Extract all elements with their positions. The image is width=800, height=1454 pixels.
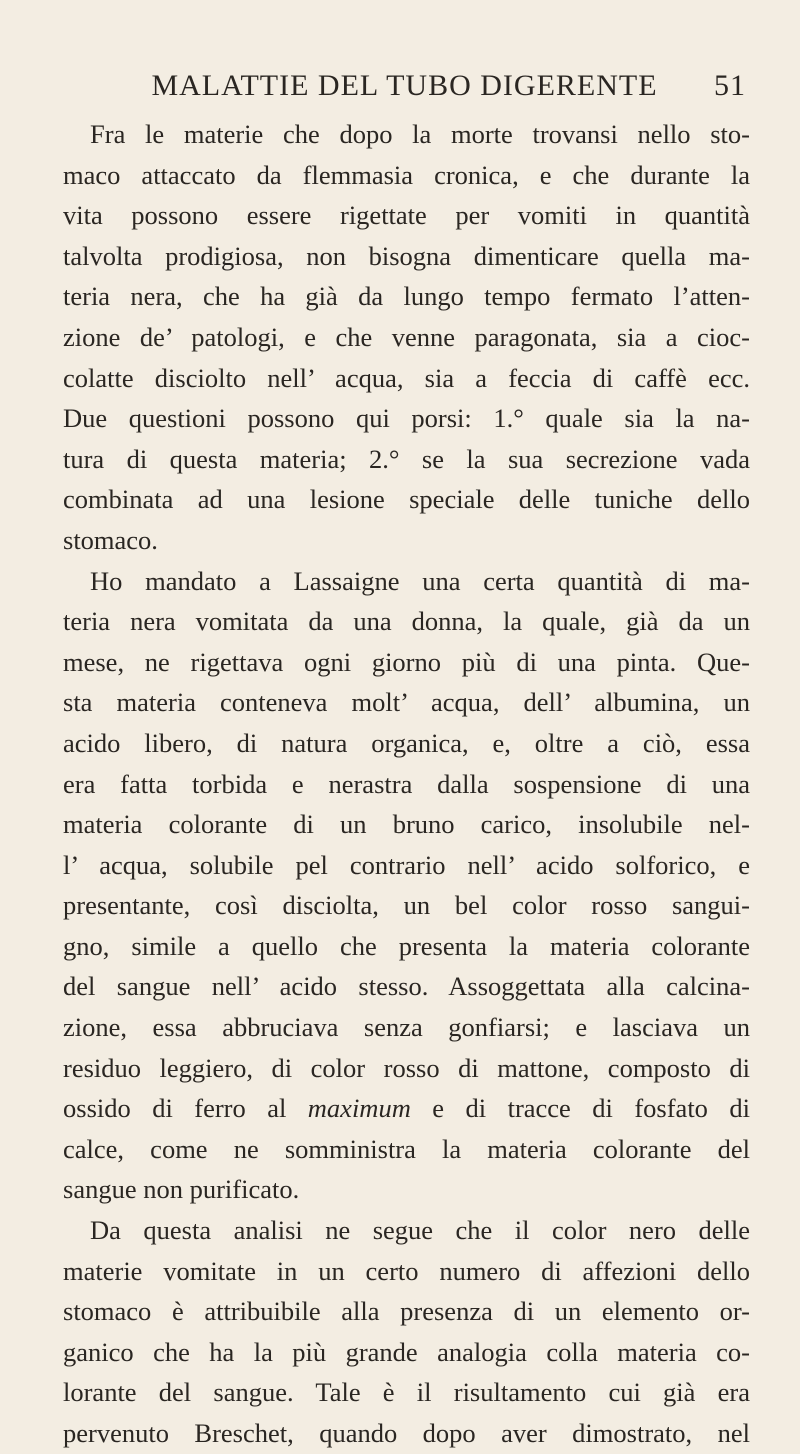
- running-head-title: MALATTIE DEL TUBO DIGERENTE: [151, 69, 658, 102]
- text-line: lorante del sangue. Tale è il risultamento cui già era: [63, 1377, 750, 1408]
- text-line: pervenuto Breschet, quando dopo aver dimostrato, nel: [63, 1418, 750, 1448]
- text-line: mese, ne rigettava ogni giorno più di una pinta. Que-: [63, 646, 750, 677]
- text-line: Due questioni possono qui porsi: 1.° quale sia la na-: [63, 403, 750, 434]
- running-head: [63, 68, 750, 104]
- text-line: materia colorante di un bruno carico, insolubile nel-: [63, 809, 750, 840]
- text-line: Fra le materie che dopo la morte trovansi nello sto-: [90, 119, 750, 149]
- text-line: del sangue nell’ acido stesso. Assoggettata alla calcina-: [63, 971, 750, 1002]
- text-line: stomaco è attribuibile alla presenza di un elemento or-: [63, 1296, 750, 1327]
- text-line: colatte disciolto nell’ acqua, sia a feccia di caffè ecc.: [63, 362, 750, 393]
- text-span: e di tracce di fosfato di: [410, 1093, 751, 1124]
- text-line: sangue non purificato.: [63, 1174, 300, 1205]
- text-line: Da questa analisi ne segue che il color nero delle: [90, 1215, 750, 1246]
- text-line: presentante, così disciolta, un bel color rosso sangui-: [63, 890, 750, 921]
- text-line-with-italic: [63, 1088, 750, 1129]
- text-line: sta materia conteneva molt’ acqua, dell’ albumina, un: [63, 687, 750, 718]
- text-line: materie vomitate in un certo numero di affezioni dello: [63, 1255, 750, 1286]
- text-line: era fatta torbida e nerastra dalla sospensione di una: [63, 768, 750, 799]
- text-line: calce, come ne somministra la materia colorante del: [63, 1133, 750, 1164]
- page-number: 51: [714, 69, 746, 102]
- text-line: tura di questa materia; 2.° se la sua secrezione vada: [63, 443, 750, 474]
- text-line: zione, essa abbruciava senza gonfiarsi; e lasciava un: [63, 1012, 750, 1043]
- text-line: talvolta prodigiosa, non bisogna dimenticare quella ma-: [63, 240, 750, 271]
- text-line: residuo leggiero, di color rosso di mattone, composto di: [63, 1052, 750, 1083]
- text-line: Ho mandato a Lassaigne una certa quantità di ma-: [90, 565, 750, 596]
- text-line: ganico che ha la più grande analogia colla materia co-: [63, 1336, 750, 1367]
- text-line: maco attaccato da flemmasia cronica, e che durante la: [63, 159, 750, 190]
- text-span: ossido di ferro al: [63, 1093, 308, 1124]
- text-line: stomaco.: [63, 524, 158, 555]
- text-line: teria nera vomitata da una donna, la quale, già da un: [63, 606, 750, 637]
- text-line: combinata ad una lesione speciale delle tuniche dello: [63, 484, 750, 515]
- text-line: acido libero, di natura organica, e, oltre a ciò, essa: [63, 727, 750, 758]
- text-line: l’ acqua, solubile pel contrario nell’ acido solforico, e: [63, 849, 750, 880]
- text-line: zione de’ patologi, e che venne paragonata, sia a cioc-: [63, 321, 750, 352]
- text-line: gno, simile a quello che presenta la materia colorante: [63, 930, 750, 961]
- text-line: vita possono essere rigettate per vomiti in quantità: [63, 200, 750, 231]
- text-line: teria nera, che ha già da lungo tempo fermato l’atten-: [63, 281, 750, 312]
- body-text: [63, 114, 750, 1454]
- italic-term: maximum: [307, 1093, 411, 1124]
